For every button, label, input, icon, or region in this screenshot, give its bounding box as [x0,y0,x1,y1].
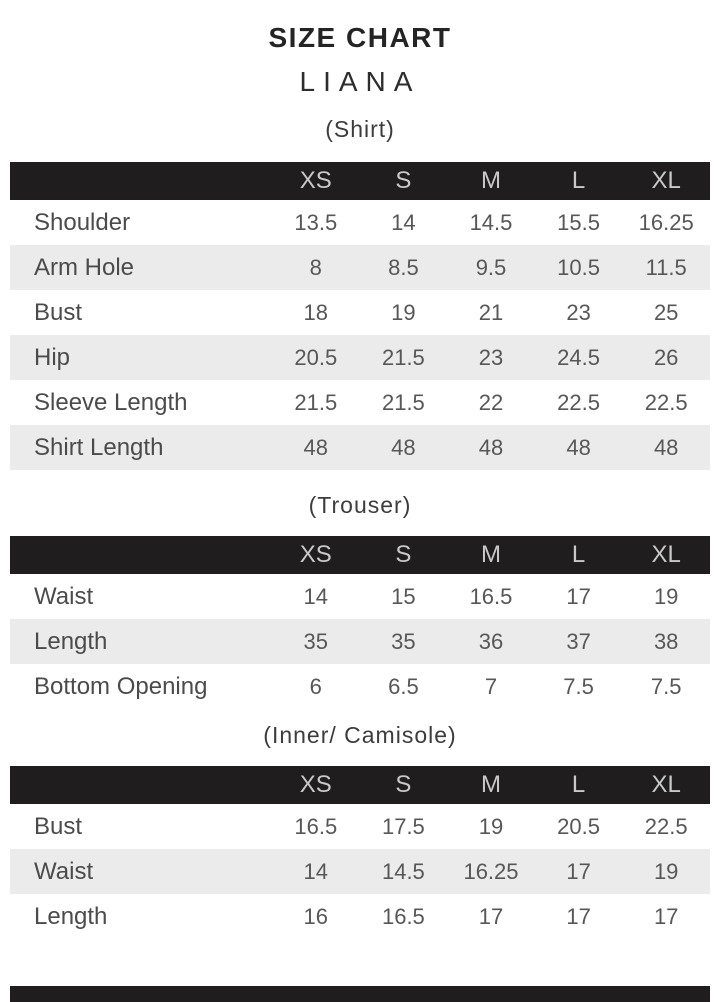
measurement-value: 13.5 [294,209,338,235]
measurement-value: 23 [447,335,535,380]
measurement-value: 19 [653,583,679,609]
measurement-value: 17 [653,903,679,929]
measurement-value: 15 [391,583,416,609]
size-col-xl: XL [622,536,710,574]
table-row [10,849,710,894]
measurement-value: 18 [303,299,329,325]
size-col-l: L [535,536,623,574]
size-col-xl: XL [622,766,710,804]
table-row [10,664,710,709]
inner-camisole-size-table [10,766,710,939]
table-row [10,380,710,425]
size-col-l: L [535,162,623,200]
measurement-value: 8.5 [360,245,448,290]
measurement-label: Shirt Length [10,425,272,470]
measurement-value: 8 [272,245,360,290]
size-header-row [10,536,710,574]
cutoff-next-table-header-bar [10,986,710,1002]
measurement-value: 26 [622,335,710,380]
measurement-value: 10.5 [535,245,623,290]
measurement-value: 35 [360,619,448,664]
size-col-xs: XS [272,536,360,574]
measurement-value: 19 [622,849,710,894]
measurement-value: 48 [535,425,623,470]
measurement-value: 23 [566,299,591,325]
section-title-inner-camisole: (Inner/ Camisole) [263,722,457,748]
measurement-value: 19 [478,813,504,839]
measurement-label: Length [10,619,272,664]
table-row [10,425,710,470]
measurement-value: 16.5 [381,903,425,929]
measurement-value: 6.5 [388,673,419,699]
size-header-row [10,162,710,200]
measurement-label: Bottom Opening [34,672,208,700]
measurement-value: 15.5 [557,209,600,235]
measurement-value: 11.5 [622,245,710,290]
section-title-shirt: (Shirt) [325,116,395,142]
measurement-value: 24.5 [535,335,623,380]
section-title-trouser: (Trouser) [308,492,412,518]
measurement-value: 9.5 [447,245,535,290]
measurement-value: 38 [622,619,710,664]
size-col-xs: XS [272,766,360,804]
measurement-value: 14.5 [360,849,448,894]
collection-name: LIANA [299,66,421,97]
measurement-value: 16.5 [294,813,338,839]
measurement-value: 22 [478,389,504,415]
measurement-label: Waist [34,582,94,610]
measurement-value: 6 [309,673,322,699]
table-row [10,290,710,335]
measurement-value: 48 [360,425,448,470]
measurement-value: 48 [622,425,710,470]
measurement-value: 22.5 [557,389,600,415]
measurement-value: 48 [272,425,360,470]
size-header-row [10,766,710,804]
measurement-value: 25 [653,299,679,325]
size-col-s: S [360,162,448,200]
measurement-value: 14 [272,849,360,894]
measurement-label: Arm Hole [10,245,272,290]
measurement-label: Length [34,902,108,930]
header-spacer [10,162,272,200]
measurement-value: 20.5 [557,813,600,839]
size-col-m: M [447,766,535,804]
table-row [10,574,710,619]
measurement-value: 17 [478,903,504,929]
measurement-value: 17 [566,903,591,929]
shirt-size-table [10,162,710,470]
measurement-value: 21.5 [360,335,448,380]
measurement-value: 7.5 [563,673,594,699]
measurement-value: 21 [478,299,504,325]
measurement-value: 20.5 [272,335,360,380]
measurement-label: Bust [34,298,83,326]
table-row [10,619,710,664]
measurement-value: 16 [303,903,329,929]
measurement-value: 14.5 [469,209,513,235]
measurement-value: 16.25 [447,849,535,894]
measurement-value: 14 [391,209,416,235]
measurement-value: 48 [447,425,535,470]
measurement-value: 21.5 [381,389,425,415]
measurement-value: 7.5 [650,673,682,699]
measurement-value: 16.25 [638,209,694,235]
measurement-value: 37 [535,619,623,664]
measurement-value: 14 [303,583,329,609]
page-title: SIZE CHART [268,22,452,53]
trouser-size-table [10,536,710,709]
measurement-value: 17 [566,583,591,609]
table-row [10,894,710,939]
size-col-xs: XS [272,162,360,200]
header-spacer [10,766,272,804]
measurement-value: 21.5 [294,389,338,415]
measurement-value: 19 [391,299,416,325]
measurement-label: Sleeve Length [34,388,188,416]
table-row [10,245,710,290]
measurement-label: Shoulder [34,208,131,236]
measurement-value: 17.5 [381,813,425,839]
size-col-s: S [360,766,448,804]
header-spacer [10,536,272,574]
measurement-value: 16.5 [469,583,513,609]
table-row [10,804,710,849]
size-col-m: M [447,536,535,574]
size-col-s: S [360,536,448,574]
size-col-l: L [535,766,623,804]
measurement-value: 22.5 [644,813,688,839]
measurement-value: 22.5 [644,389,688,415]
measurement-label: Hip [10,335,272,380]
table-row [10,335,710,380]
measurement-value: 36 [447,619,535,664]
measurement-value: 35 [272,619,360,664]
size-col-xl: XL [622,162,710,200]
measurement-value: 17 [535,849,623,894]
table-row [10,200,710,245]
measurement-label: Waist [10,849,272,894]
measurement-value: 7 [484,673,498,699]
size-col-m: M [447,162,535,200]
measurement-label: Bust [34,812,83,840]
